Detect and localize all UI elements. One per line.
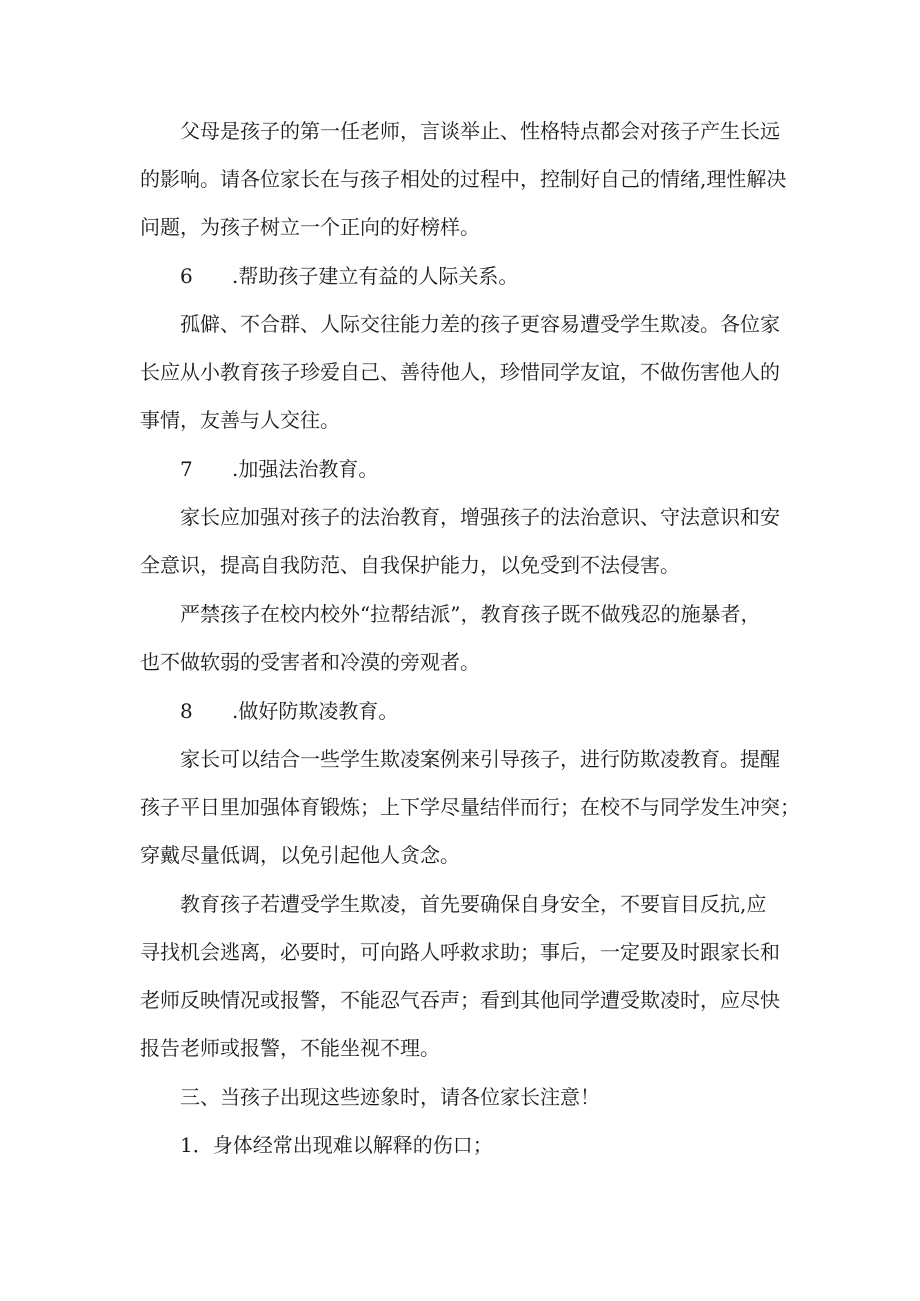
section-number: 8 [180,699,193,723]
section-heading: .做好防欺凌教育。 [232,699,399,723]
paragraph-line: 寻找机会逃离，必要时，可向路人呼救求助；事后，一定要及时跟家长和 [140,940,780,964]
paragraph-line: 孤僻、不合群、人际交往能力差的孩子更容易遭受学生欺凌。各位家 [180,312,780,336]
section-number: 6 [180,264,193,288]
paragraph-line: 家长应加强对孩子的法治教育，增强孩子的法治意识、守法意识和安 [180,505,780,529]
paragraph-line: 长应从小教育孩子珍爱自己、善待他人，珍惜同学友谊，不做伤害他人的 [140,360,780,384]
paragraph-line: 报告老师或报警，不能坐视不理。 [140,1036,440,1060]
paragraph-line: 全意识，提高自我防范、自我保护能力，以免受到不法侵害。 [140,553,680,577]
list-item: 1．身体经常出现难以解释的伤口； [180,1133,493,1157]
paragraph-line: 穿戴尽量低调，以免引起他人贪念。 [140,843,460,867]
section-heading: 三、当孩子出现这些迹象时，请各位家长注意！ [180,1085,600,1109]
section-heading: .帮助孩子建立有益的人际关系。 [232,264,519,288]
paragraph-line: 问题，为孩子树立一个正向的好榜样。 [140,215,480,239]
paragraph-line: 老师反映情况或报警，不能忍气吞声；看到其他同学遭受欺凌时，应尽快 [140,988,780,1012]
paragraph-line: 严禁孩子在校内校外“拉帮结派”，教育孩子既不做残忍的施暴者， [180,602,761,626]
paragraph-line: 也不做软弱的受害者和冷漠的旁观者。 [140,650,480,674]
paragraph-line: 教育孩子若遭受学生欺凌，首先要确保自身安全，不要盲目反抗,应 [180,892,767,916]
section-number: 7 [180,457,193,481]
paragraph-line: 父母是孩子的第一任老师，言谈举止、性格特点都会对孩子产生长远 [180,119,780,143]
paragraph-line: 家长可以结合一些学生欺凌案例来引导孩子，进行防欺凌教育。提醒 [180,747,780,771]
section-heading: .加强法治教育。 [232,457,379,481]
paragraph-line: 孩子平日里加强体育锻炼；上下学尽量结伴而行；在校不与同学发生冲突； [140,795,800,819]
paragraph-line: 事情，友善与人交往。 [140,408,340,432]
paragraph-line: 的影响。请各位家长在与孩子相处的过程中，控制好自己的情绪,理性解决 [140,167,787,191]
